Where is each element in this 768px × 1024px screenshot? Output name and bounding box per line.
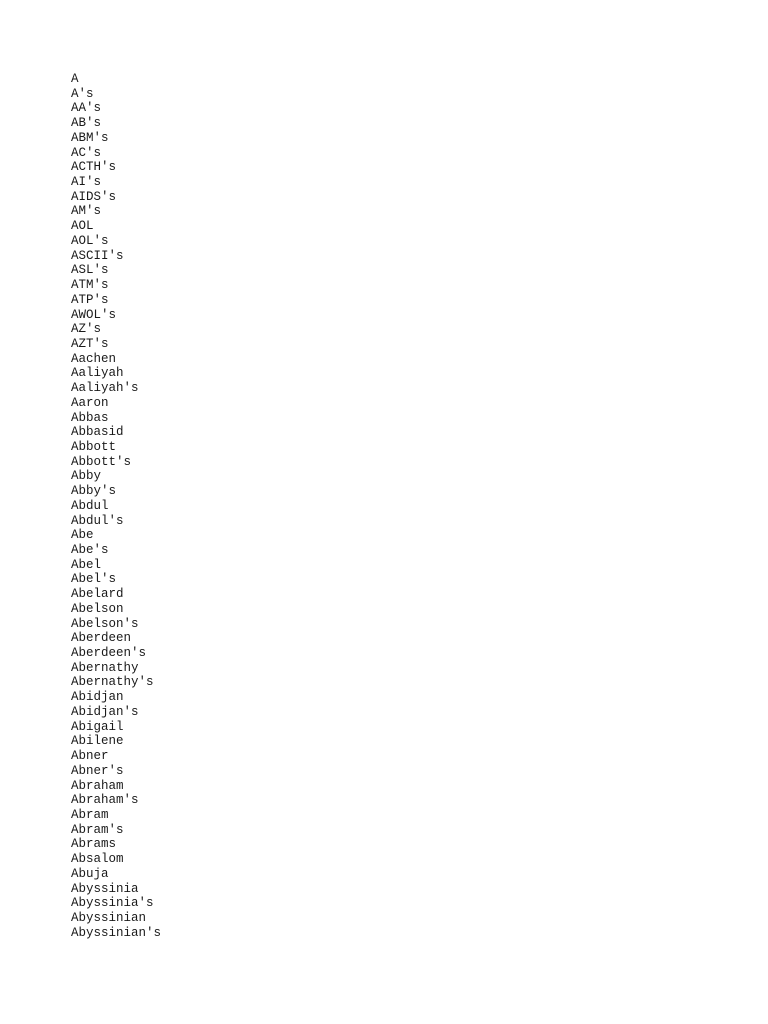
list-item: AZT's bbox=[71, 336, 109, 351]
list-item: Abyssinia's bbox=[71, 896, 154, 911]
list-item: Aaliyah's bbox=[71, 381, 139, 396]
list-item: AI's bbox=[71, 175, 102, 190]
list-item: AOL's bbox=[71, 233, 109, 248]
list-item: Abe bbox=[71, 528, 94, 543]
list-item: Abbott bbox=[71, 439, 117, 454]
list-item: Abidjan's bbox=[71, 704, 139, 719]
list-item: Aachen bbox=[71, 351, 117, 366]
list-item: Abner's bbox=[71, 763, 124, 778]
list-item: Abraham bbox=[71, 778, 124, 793]
list-item: AM's bbox=[71, 204, 102, 219]
list-item: Abby bbox=[71, 469, 102, 484]
list-item: Abby's bbox=[71, 484, 117, 499]
list-item: Abyssinian's bbox=[71, 925, 162, 940]
list-item: AC's bbox=[71, 145, 102, 160]
list-item: ASCII's bbox=[71, 248, 124, 263]
list-item: Abram bbox=[71, 807, 109, 822]
list-item: Abram's bbox=[71, 822, 124, 837]
list-item: Aberdeen bbox=[71, 631, 132, 646]
list-item: Abuja bbox=[71, 866, 109, 881]
list-item: ABM's bbox=[71, 130, 109, 145]
list-item: ASL's bbox=[71, 263, 109, 278]
list-item: Abrams bbox=[71, 837, 117, 852]
list-item: Abdul bbox=[71, 498, 109, 513]
document-page bbox=[71, 72, 768, 940]
list-item: Abernathy's bbox=[71, 675, 154, 690]
list-item: Abbott's bbox=[71, 454, 132, 469]
list-item: ATP's bbox=[71, 292, 109, 307]
list-item: Abdul's bbox=[71, 513, 124, 528]
list-item: AZ's bbox=[71, 322, 102, 337]
list-item: Abidjan bbox=[71, 690, 124, 705]
list-item: Absalom bbox=[71, 852, 124, 867]
list-item: Abbasid bbox=[71, 425, 124, 440]
list-item: Aaron bbox=[71, 395, 109, 410]
list-item: ATM's bbox=[71, 278, 109, 293]
list-item: AA's bbox=[71, 101, 102, 116]
list-item: AIDS's bbox=[71, 189, 117, 204]
list-item: Abyssinian bbox=[71, 910, 147, 925]
list-item: Abyssinia bbox=[71, 881, 139, 896]
list-item: Abner bbox=[71, 749, 109, 764]
list-item: Abel bbox=[71, 557, 102, 572]
list-item: Aberdeen's bbox=[71, 646, 147, 661]
list-item: A bbox=[71, 72, 79, 86]
list-item: Abe's bbox=[71, 543, 109, 557]
list-item: Abelard bbox=[71, 587, 124, 602]
list-item: AB's bbox=[71, 116, 102, 131]
list-item: A's bbox=[71, 86, 94, 101]
word-list bbox=[71, 72, 768, 940]
list-item: AWOL's bbox=[71, 307, 117, 322]
list-item: Aaliyah bbox=[71, 366, 124, 381]
list-item: Abernathy bbox=[71, 660, 139, 675]
list-item: Abraham's bbox=[71, 793, 139, 808]
list-item: Abelson's bbox=[71, 616, 139, 631]
list-item: Abigail bbox=[71, 719, 124, 734]
list-item: AOL bbox=[71, 219, 94, 234]
list-item: ACTH's bbox=[71, 160, 117, 175]
list-item: Abbas bbox=[71, 410, 109, 425]
list-item: Abelson bbox=[71, 601, 124, 616]
list-item: Abel's bbox=[71, 572, 117, 587]
list-item: Abilene bbox=[71, 734, 124, 749]
